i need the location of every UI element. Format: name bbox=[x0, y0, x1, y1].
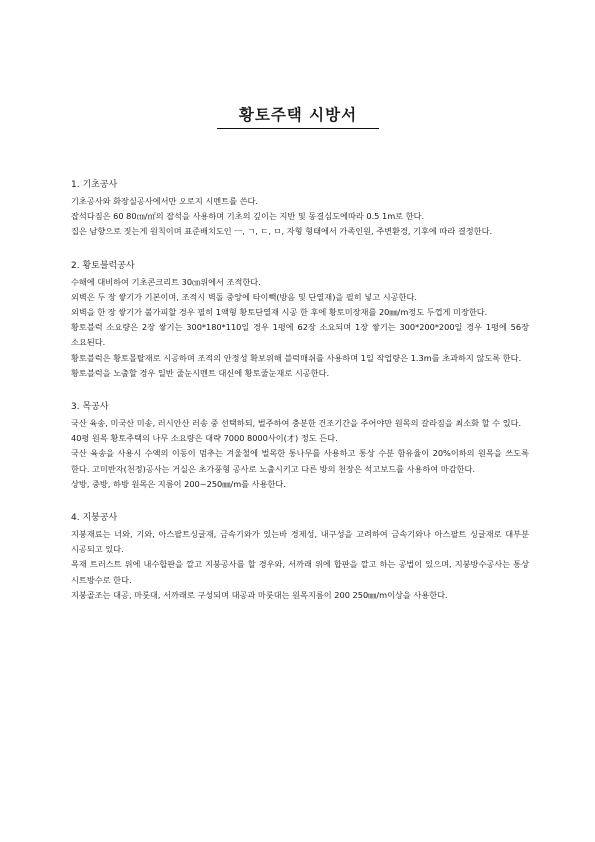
paragraph: 지붕골조는 대공, 마룻대, 서까래로 구성되며 대공과 마룻대는 원목지름이 200 250㎜/m이상을 사용한다. bbox=[71, 589, 448, 600]
document-title: 황토주택 시방서 bbox=[217, 105, 379, 129]
paragraph: 목재 트러스트 위에 내수합판을 깔고 지붕공사를 할 경우와, 서까래 위에 합판을 깔고 하는 공법이 있으며, 지붕방수공사는 통상 시트방수로 한다. bbox=[71, 559, 529, 585]
paragraph: 황토블럭 소요량은 2장 쌓기는 300*180*110일 경우 1평에 62장 소요되며 1장 쌓기는 300*200*200일 경우 1평에 56장 소요된다. bbox=[71, 322, 529, 348]
paragraph: 외벽을 한 장 쌓기가 불가피할 경우 필히 1액형 황토단열재 시공 한 후에 황토미장재를 20㎜/m정도 두껍게 미장한다. bbox=[71, 307, 488, 318]
paragraph: 상방, 중방, 하방 원목은 지름이 200~250㎜/m를 사용한다. bbox=[71, 478, 286, 489]
paragraph: 국산 육송, 미국산 미송, 러시안산 러송 중 선택하되, 벌주하여 충분한 건조기간을 주어야만 원목의 갈라짐을 최소화 할 수 있다. bbox=[71, 418, 522, 429]
paragraph: 국산 육송을 사용시 수액의 이동이 멈추는 겨울철에 벌목한 통나무를 사용하고 통상 수분 함유율이 20%이하의 원목을 쓰도록 한다. 고미반자(천정)공사는 거실은 초가풍형 공사로 노출시키고 다른 방의 천장은 석고보드를 사용하여 마감한다. bbox=[71, 448, 529, 474]
title-block bbox=[217, 105, 379, 129]
paragraph: 수해에 대비하여 기초콘크리트 30㎝위에서 조적한다. bbox=[71, 276, 261, 287]
document-body bbox=[71, 178, 529, 622]
section-heading: 1. 기초공사 bbox=[71, 180, 118, 190]
paragraph: 기초공사와 화장실공사에서만 오로지 시멘트를 쓴다. bbox=[71, 196, 259, 206]
section-carpentry bbox=[71, 400, 529, 492]
paragraph: 40평 원목 황토주택의 나무 소요량은 대략 7000 8000사이(才) 정도 든다. bbox=[71, 433, 338, 444]
section-heading: 3. 목공사 bbox=[71, 402, 109, 413]
section-foundation bbox=[71, 178, 529, 240]
section-roofing bbox=[71, 511, 529, 603]
section-clay-block bbox=[71, 259, 529, 381]
paragraph: 황토블럭을 노출할 경우 일반 줄눈시멘트 대신에 황토줄눈재로 시공한다. bbox=[71, 367, 330, 378]
paragraph: 황토블럭은 황토몰탈재로 시공하며 조적의 안정성 확보위해 블럭매쉬를 사용하며 1일 작업량은 1.3m를 초과하지 않도록 한다. bbox=[71, 352, 522, 363]
section-heading: 2. 황토블럭공사 bbox=[71, 260, 135, 271]
paragraph: 잡석다짐은 60 80㎝/㎡의 잡석을 사용하며 기초의 깊이는 지반 및 동결심도에따라 0.5 1m로 한다. bbox=[71, 211, 425, 222]
paragraph: 지붕재료는 너와, 기와, 아스팔트싱글재, 금속기와가 있는바 경제성, 내구성을 고려하여 금속기와나 아스팔트 싱글재로 대부분 시공되고 있다. bbox=[71, 529, 529, 555]
paragraph: 외벽은 두 장 쌓기가 기본이며, 조적시 벽돌 중앙에 타이빽(방음 및 단열재)을 필히 넣고 시공한다. bbox=[71, 291, 417, 302]
section-heading: 4. 지붕공사 bbox=[71, 513, 118, 524]
paragraph: 집은 남향으로 짓는게 원칙이며 표준배치도인 ㅡ, ㄱ, ㄷ, ㅁ, 자형 형태에서 가족인원, 주변환경, 기후에 따라 결정한다. bbox=[71, 226, 493, 237]
